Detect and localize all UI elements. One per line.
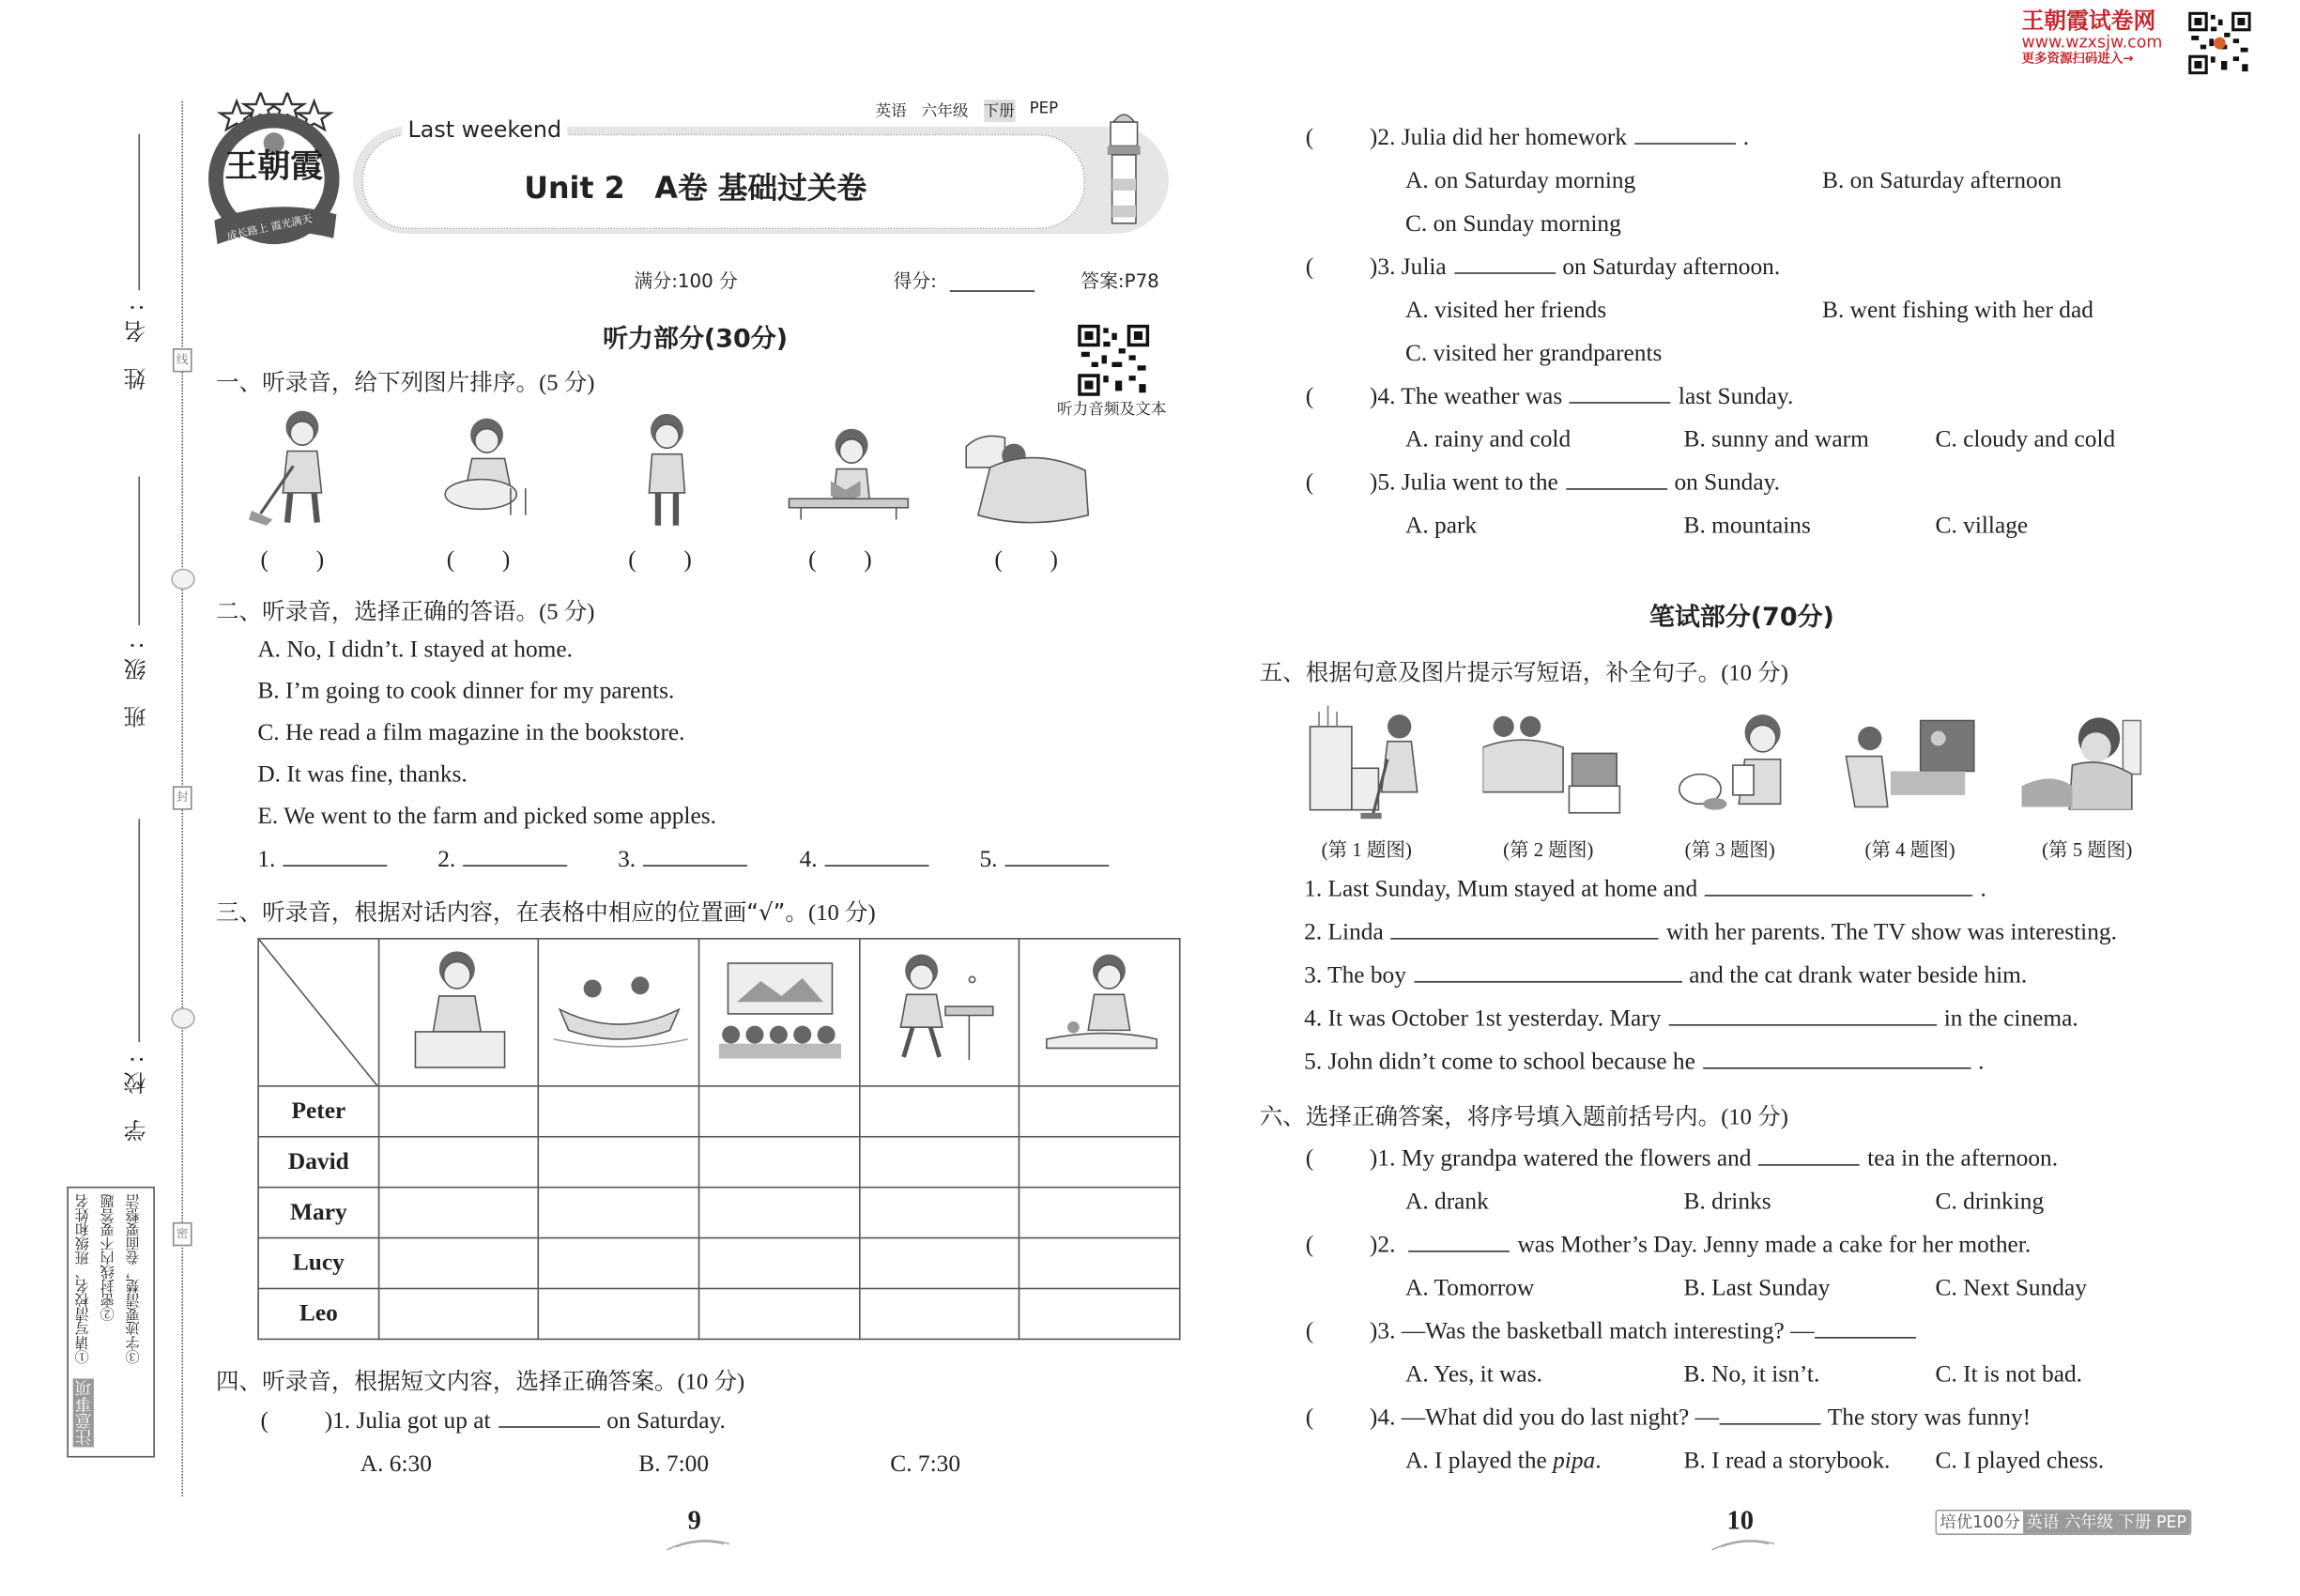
check-cell[interactable] <box>1019 1289 1179 1340</box>
option-b: B. Last Sunday <box>1683 1276 1831 1301</box>
activity-table <box>257 938 1180 1340</box>
answer-blank[interactable] <box>1758 1139 1860 1166</box>
name-field-line[interactable] <box>138 134 140 291</box>
sentence-post: in the cinema. <box>1943 1006 2078 1032</box>
answer-paren[interactable]: ( <box>1305 254 1314 281</box>
answer-blank[interactable] <box>1566 463 1667 490</box>
hint-picture-1-cleaning <box>1304 699 1432 821</box>
answer-blank[interactable] <box>643 839 747 867</box>
answer-blank[interactable] <box>283 839 387 867</box>
s5-sentences <box>1304 868 2117 1084</box>
option-b: B. 7:00 <box>638 1451 710 1478</box>
answer-reference: 答案:P78 <box>1081 269 1159 292</box>
notice-2: ②密封线内不要答题 <box>102 1193 118 1322</box>
option-a: A. rainy and cold <box>1404 427 1572 453</box>
answer-blank[interactable] <box>1391 913 1659 940</box>
order-answer-2[interactable]: ( ) <box>446 547 511 574</box>
response-option-d: D. It was fine, thanks. <box>257 761 468 788</box>
option-b: B. on Saturday afternoon <box>1822 168 2062 194</box>
heading-points: (10 分) <box>808 900 876 927</box>
heading-points: (10 分) <box>1721 1104 1788 1130</box>
question-text <box>1370 1138 2058 1181</box>
series-badge <box>1936 1510 2191 1535</box>
brand-block[interactable] <box>2022 9 2163 69</box>
check-cell[interactable] <box>379 1086 539 1137</box>
question-pre: Julia <box>1401 254 1447 281</box>
blank-number: 2. <box>437 847 456 873</box>
option-a: A. Yes, it was. <box>1404 1362 1542 1388</box>
answer-blank[interactable] <box>1705 869 1972 897</box>
option-a: A. park <box>1404 514 1478 540</box>
check-cell[interactable] <box>699 1086 860 1137</box>
option-a: A. drank <box>1404 1189 1489 1216</box>
listening-qr-icon[interactable] <box>1078 325 1149 396</box>
answer-paren[interactable]: ( <box>1305 1319 1314 1344</box>
heading-text: 四、听录音，根据短文内容，选择正确答案。 <box>215 1368 678 1395</box>
s5-sentence-1 <box>1304 868 2117 912</box>
heading-text: 三、听录音，根据对话内容，在表格中相应的位置画“√”。 <box>215 898 809 927</box>
answer-blank[interactable] <box>1814 1312 1915 1339</box>
answer-blank[interactable] <box>498 1401 600 1428</box>
check-cell[interactable] <box>699 1289 860 1340</box>
badge-subject: 英语 六年级 下册 PEP <box>2023 1512 2189 1534</box>
blank-number: 3. <box>618 847 636 873</box>
question-number: )1. <box>324 1408 357 1435</box>
option-a-text: A. I played the <box>1404 1448 1554 1474</box>
order-answer-4[interactable]: ( ) <box>808 547 872 574</box>
sentence-post: . <box>1980 877 1986 902</box>
check-cell[interactable] <box>379 1289 539 1340</box>
activity-picture-cinema <box>699 939 860 1086</box>
listening-part-title: 听力部分(30分) <box>603 324 789 355</box>
question-text <box>1370 1396 2031 1439</box>
notice-box <box>67 1187 155 1458</box>
question-number: )2. <box>1369 125 1402 151</box>
option-c: C. visited her grandparents <box>1404 341 1663 367</box>
student-name: Leo <box>258 1289 378 1340</box>
s5-sentence-2 <box>1304 912 2117 955</box>
sentence-post: with her parents. The TV show was interesting. <box>1666 920 2117 945</box>
s6-questions <box>1306 1138 2229 1483</box>
option-b: B. mountains <box>1683 514 1811 540</box>
sentence-pre: 1. Last Sunday, Mum stayed at home and <box>1304 877 1698 902</box>
sentence-pre: 4. It was October 1st yesterday. Mary <box>1304 1006 1662 1032</box>
check-cell[interactable] <box>379 1188 539 1238</box>
option-c: C. Next Sunday <box>1935 1276 2087 1301</box>
option-c: C. village <box>1935 514 2029 540</box>
check-cell[interactable] <box>379 1137 539 1188</box>
response-option-b: B. I’m going to cook dinner for my parents. <box>257 679 675 705</box>
brand-tagline: 更多资源扫码进入→ <box>2021 52 2134 68</box>
activity-picture-eating <box>1019 939 1179 1086</box>
option-b: B. sunny and warm <box>1683 427 1869 453</box>
lighthouse-icon <box>1101 104 1146 226</box>
option-b: B. drinks <box>1683 1189 1771 1216</box>
s5-sentence-5 <box>1304 1040 2117 1083</box>
table-row <box>258 1086 1180 1137</box>
table-row <box>258 1188 1180 1238</box>
check-cell[interactable] <box>860 1289 1020 1340</box>
option-a <box>1405 1439 1602 1482</box>
question-post: on Sunday. <box>1674 470 1780 497</box>
picture-girl-sick <box>631 409 705 531</box>
check-cell[interactable] <box>699 1188 860 1238</box>
section-2-heading <box>216 594 595 627</box>
blank-number: 4. <box>799 847 818 873</box>
heading-text: 一、听录音，给下列图片排序。 <box>215 369 540 396</box>
class-field-line[interactable] <box>138 476 140 625</box>
check-cell[interactable] <box>1019 1086 1179 1137</box>
answer-paren[interactable]: ( <box>1305 125 1314 151</box>
heading-points: (5 分) <box>539 370 595 396</box>
picture-sweeping <box>246 407 350 529</box>
check-cell[interactable] <box>699 1137 860 1188</box>
option-c: C. cloudy and cold <box>1935 427 2116 453</box>
option-a: A. visited her friends <box>1404 298 1607 324</box>
sentence-pre: 3. The boy <box>1304 963 1406 989</box>
page-swoosh-icon <box>1709 1538 1777 1553</box>
question-pre: Julia did her homework <box>1401 125 1628 151</box>
blank-number: 5. <box>979 847 998 873</box>
response-option-e: E. We went to the farm and picked some apples. <box>257 804 716 830</box>
subject-tags <box>875 100 1058 122</box>
answer-paren[interactable]: ( <box>1305 1233 1314 1259</box>
answer-blank[interactable] <box>1570 376 1671 404</box>
answer-paren[interactable]: ( <box>1305 384 1314 410</box>
hint-picture-2-watching-tv <box>1482 712 1622 816</box>
student-name: David <box>258 1137 378 1188</box>
notice-3: ③字迹要清楚，卷面要整洁 <box>128 1193 144 1364</box>
section-4-heading <box>216 1364 744 1397</box>
question-post: on Saturday. <box>606 1408 726 1435</box>
sentence-pre: 2. Linda <box>1304 920 1384 945</box>
section-1-heading <box>216 365 595 398</box>
answer-blank[interactable] <box>1703 1042 1970 1069</box>
hint-picture-4-cinema <box>1840 712 1977 816</box>
check-cell[interactable] <box>860 1238 1020 1289</box>
tag-grade: 六年级 <box>921 102 969 121</box>
page-number-left: 9 <box>687 1505 701 1535</box>
option-c: C. It is not bad. <box>1935 1362 2083 1388</box>
check-cell[interactable] <box>1019 1188 1179 1238</box>
option-a: A. Tomorrow <box>1404 1276 1535 1301</box>
writing-part-title: 笔试部分(70分) <box>1648 603 1834 633</box>
option-a: A. on Saturday morning <box>1404 168 1636 194</box>
blank-number: 1. <box>257 847 276 873</box>
seal-mark-icon <box>171 569 194 590</box>
check-cell[interactable] <box>860 1137 1020 1188</box>
answer-blank[interactable] <box>1004 839 1109 867</box>
question-post: was Mother’s Day. Jenny made a cake for her mother. <box>1517 1233 2032 1259</box>
tag-volume: 下册 <box>983 100 1014 122</box>
question-post: tea in the afternoon. <box>1867 1146 2059 1173</box>
student-name: Mary <box>258 1188 378 1238</box>
check-cell[interactable] <box>379 1238 539 1289</box>
answer-blank[interactable] <box>1414 956 1681 983</box>
unit-name: Last weekend <box>402 116 567 144</box>
option-c: C. I played chess. <box>1935 1448 2105 1474</box>
hint-caption-4: (第 4 题图) <box>1864 837 1955 861</box>
picture-washing <box>437 414 535 521</box>
response-blank-1[interactable] <box>257 838 394 882</box>
notice-title: 注意事项 <box>74 1380 94 1446</box>
option-c: C. 7:30 <box>890 1451 961 1478</box>
sentence-post: . <box>1978 1049 1985 1075</box>
brand-name: 王朝霞试卷网 <box>2021 7 2156 35</box>
full-score: 满分:100 分 <box>634 269 738 292</box>
logo-text: 王朝霞 <box>224 146 324 185</box>
sentence-pre: 5. John didn’t come to school because he <box>1304 1049 1695 1075</box>
heading-text: 六、选择正确答案，将序号填入题前括号内。 <box>1259 1103 1722 1130</box>
question-number: )5. <box>1369 470 1402 497</box>
check-cell[interactable] <box>1019 1137 1179 1188</box>
margin-tag-xian: 线 <box>173 348 192 372</box>
table-row <box>258 1289 1180 1340</box>
option-a-end: . <box>1595 1448 1602 1474</box>
hint-caption-1: (第 1 题图) <box>1321 837 1412 861</box>
s5-sentence-3 <box>1304 954 2117 997</box>
question-post: on Saturday afternoon. <box>1562 254 1781 281</box>
s5-sentence-4 <box>1304 997 2117 1040</box>
question-pre: —Was the basketball match interesting? — <box>1401 1319 1815 1344</box>
check-cell[interactable] <box>860 1086 1020 1137</box>
response-option-c: C. He read a film magazine in the bookstore. <box>257 720 685 746</box>
page-number-right: 10 <box>1726 1505 1755 1535</box>
option-b: B. No, it isn’t. <box>1683 1362 1820 1388</box>
picture-reading <box>786 424 911 519</box>
option-c: C. drinking <box>1935 1189 2045 1216</box>
answer-paren[interactable]: ( <box>1305 1146 1314 1173</box>
question-number: )3. <box>1369 1319 1402 1344</box>
check-cell[interactable] <box>1019 1238 1179 1289</box>
hint-caption-3: (第 3 题图) <box>1684 837 1775 861</box>
response-blank-2[interactable] <box>437 838 575 882</box>
student-name: Peter <box>258 1086 378 1137</box>
option-c: C. on Sunday morning <box>1404 211 1621 238</box>
question-text <box>325 1400 726 1443</box>
diagonal-header-cell <box>258 939 378 1086</box>
tag-edition: PEP <box>1029 100 1059 118</box>
answer-blank[interactable] <box>1719 1398 1820 1425</box>
badge-series: 培优100分 <box>1937 1512 2023 1534</box>
heading-points: (5 分) <box>539 600 595 626</box>
question-number: )4. <box>1369 384 1402 410</box>
brand-url[interactable]: www.wzxsjw.com <box>2021 32 2163 53</box>
response-blank-4[interactable] <box>800 838 937 882</box>
question-text <box>1370 376 1793 419</box>
s4-continued <box>1306 116 2229 548</box>
hint-caption-5: (第 5 题图) <box>2042 837 2133 861</box>
activity-picture-ping-pong <box>860 939 1020 1086</box>
margin-tag-feng: 封 <box>173 786 192 809</box>
hint-picture-5-sick-boy <box>2018 712 2143 810</box>
response-option-a: A. No, I didn’t. I stayed at home. <box>257 637 574 663</box>
hint-caption-2: (第 2 题图) <box>1503 837 1594 861</box>
table-row <box>258 1137 1180 1188</box>
answer-blank[interactable] <box>1668 999 1936 1026</box>
order-answer-5[interactable]: ( ) <box>994 547 1058 574</box>
check-cell[interactable] <box>538 1188 698 1238</box>
option-b: B. I read a storybook. <box>1683 1448 1891 1474</box>
seal-mark-icon <box>171 1008 194 1029</box>
activity-picture-boating <box>538 939 698 1086</box>
question-pre: My grandpa watered the flowers and <box>1401 1146 1752 1173</box>
question-text <box>1370 1311 1923 1354</box>
check-cell[interactable] <box>860 1188 1020 1238</box>
question-pre: The weather was <box>1401 384 1563 410</box>
check-cell[interactable] <box>538 1238 698 1289</box>
brand-qr-icon[interactable] <box>2188 12 2251 75</box>
check-cell[interactable] <box>538 1137 698 1188</box>
question-number: )1. <box>1369 1146 1402 1173</box>
response-blank-5[interactable] <box>979 838 1116 882</box>
response-options <box>257 630 716 838</box>
check-cell[interactable] <box>538 1086 698 1137</box>
question-pre: —What did you do last night? — <box>1401 1404 1720 1431</box>
answer-paren[interactable]: ( <box>1305 1404 1314 1431</box>
margin-tag-mi: 密 <box>173 1222 192 1246</box>
s4-question-1 <box>261 1400 1184 1486</box>
question-text <box>1370 246 1780 289</box>
notice-1: ①请写清校名、班级和姓名 <box>77 1193 93 1364</box>
answer-blank[interactable] <box>1634 117 1736 145</box>
option-a: A. 6:30 <box>360 1451 432 1478</box>
sentence-post: and the cat drank water beside him. <box>1689 963 2028 989</box>
question-number: )4. <box>1369 1404 1402 1431</box>
heading-text: 二、听录音，选择正确的答语。 <box>215 598 540 626</box>
question-text <box>1370 116 1749 160</box>
name-label: 姓 名: <box>122 294 149 391</box>
answer-paren[interactable]: ( <box>260 1408 268 1435</box>
school-field-line[interactable] <box>138 819 140 1042</box>
order-answer-3[interactable]: ( ) <box>628 547 692 574</box>
score-input[interactable] <box>950 290 1035 292</box>
section-6-heading <box>1260 1098 1788 1131</box>
page-title: Unit 2 A卷 基础过关卷 <box>524 169 867 206</box>
page-swoosh-icon <box>664 1538 732 1553</box>
answer-blank[interactable] <box>1454 247 1556 274</box>
activity-picture-drawing <box>379 939 539 1086</box>
check-cell[interactable] <box>699 1238 860 1289</box>
hint-picture-3-reading-cat <box>1670 712 1798 819</box>
order-answer-1[interactable]: ( ) <box>260 547 325 574</box>
answer-blank[interactable] <box>825 839 929 867</box>
section-3-heading <box>216 895 876 928</box>
option-a-italic: pipa <box>1553 1448 1596 1474</box>
logo-ribbon: 成长路上 霞光满天 <box>225 212 314 243</box>
school-label: 学 校: <box>122 1046 149 1143</box>
score-label: 得分: <box>893 269 937 292</box>
table-row <box>258 1238 1180 1289</box>
question-post: . <box>1742 125 1750 151</box>
question-post: last Sunday. <box>1678 384 1794 410</box>
heading-points: (10 分) <box>1721 661 1788 687</box>
qr-caption: 听力音频及文本 <box>1056 402 1167 419</box>
question-number: )2. <box>1369 1233 1402 1259</box>
answer-paren[interactable]: ( <box>1305 470 1314 497</box>
class-label: 班 级: <box>122 632 149 729</box>
heading-points: (10 分) <box>677 1369 745 1395</box>
question-text <box>1370 462 1780 505</box>
section-5-heading <box>1260 655 1788 688</box>
check-cell[interactable] <box>538 1289 698 1340</box>
question-pre: Julia got up at <box>356 1408 491 1435</box>
tag-subject: 英语 <box>875 102 907 121</box>
picture-sleeping <box>960 432 1092 530</box>
question-post: The story was funny! <box>1827 1404 2032 1431</box>
student-name: Lucy <box>258 1238 378 1289</box>
question-number: )3. <box>1369 254 1402 281</box>
heading-text: 五、根据句意及图片提示写短语，补全句子。 <box>1259 659 1722 687</box>
answer-blank[interactable] <box>1409 1225 1510 1252</box>
question-text <box>1370 1224 2031 1267</box>
answer-blank[interactable] <box>463 839 567 867</box>
option-b: B. went fishing with her dad <box>1822 298 2093 324</box>
response-blank-3[interactable] <box>618 838 755 882</box>
question-pre: Julia went to the <box>1401 470 1558 497</box>
